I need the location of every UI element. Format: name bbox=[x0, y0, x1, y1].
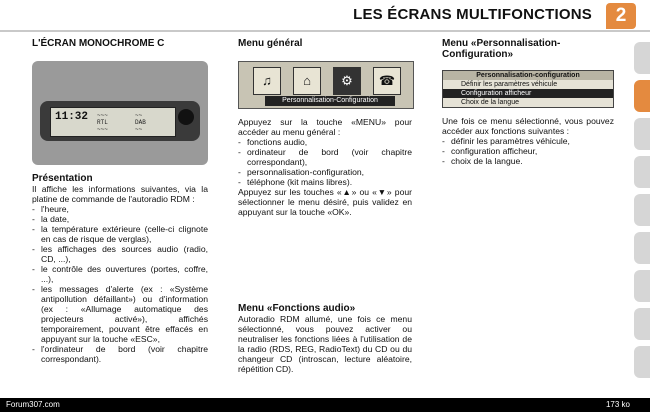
display-knob bbox=[178, 109, 194, 125]
screen-title: Personnalisation-configuration bbox=[443, 71, 613, 80]
personnalisation-list bbox=[442, 136, 614, 166]
audio-menu-text: Autoradio RDM allumé, une fois ce menu sélectionné, vous pouvez activer ou neutraliser les fonctions liées à l'utilisation de la radio (RDS, REG, RadioText) du CD ou du changeur CD (introscan, lecture aléatoire, répétition CD). bbox=[238, 314, 412, 374]
menu-general-list bbox=[238, 137, 412, 187]
personnalisation-heading: Menu «Personnalisation-Configuration» bbox=[442, 38, 561, 60]
audio-icon: ♫ bbox=[253, 67, 281, 95]
menu-general-screen bbox=[238, 61, 414, 109]
display-info-left: ~~~ RTL ~~~ bbox=[97, 112, 108, 133]
list-item: - téléphone (kit mains libres). bbox=[238, 177, 412, 187]
list-item: - personnalisation-configuration, bbox=[238, 167, 412, 177]
list-item: - choix de la langue. bbox=[442, 156, 614, 166]
list-item: - la température extérieure (celle-ci clignote en cas de risque de verglas), bbox=[32, 224, 208, 244]
column-menu-general bbox=[238, 38, 412, 374]
chapter-tab-active[interactable] bbox=[634, 80, 650, 112]
audio-menu-heading: Menu «Fonctions audio» bbox=[238, 303, 356, 314]
screen-row: Définir les paramètres véhicule bbox=[461, 81, 558, 88]
personnalisation-intro: Une fois ce menu sélectionné, vous pouvez accéder aux fonctions suivantes : bbox=[442, 116, 614, 136]
list-item: - les affichages des sources audio (radio, CD, ...), bbox=[32, 244, 208, 264]
phone-icon: ☎ bbox=[373, 67, 401, 95]
column-personnalisation bbox=[442, 38, 614, 166]
list-item: - la date, bbox=[32, 214, 208, 224]
presentation-list bbox=[32, 204, 208, 364]
chapter-badge: 2 bbox=[606, 3, 636, 29]
menu-general-heading: Menu général bbox=[238, 38, 303, 49]
screen-row-selected: Configuration afficheur bbox=[443, 89, 613, 98]
menu-icons bbox=[253, 67, 403, 93]
list-item: - configuration afficheur, bbox=[442, 146, 614, 156]
display-screen bbox=[50, 107, 176, 137]
chapter-tab[interactable] bbox=[634, 194, 650, 226]
footer-source: Forum307.com bbox=[6, 400, 60, 409]
chapter-tab[interactable] bbox=[634, 42, 650, 74]
footer-bar bbox=[0, 398, 650, 412]
monochrome-heading: L'ÉCRAN MONOCHROME C bbox=[32, 38, 165, 49]
trip-computer-icon: ⌂ bbox=[293, 67, 321, 95]
header-divider bbox=[0, 30, 650, 32]
settings-icon: ⚙ bbox=[333, 67, 361, 95]
menu-general-intro: Appuyez sur la touche «MENU» pour accéder au menu général : bbox=[238, 117, 412, 137]
list-item: - ordinateur de bord (voir chapitre correspondant), bbox=[238, 147, 412, 167]
list-item: - les messages d'alerte (ex : «Système antipollution défaillant») ou d'information (ex : «Allumage automatique des projecteurs activé»), affichés temporairement, pouvant être effacés en appuyant sur la touche «ESC», bbox=[32, 284, 208, 344]
chapter-tab[interactable] bbox=[634, 232, 650, 264]
chapter-tab[interactable] bbox=[634, 346, 650, 378]
list-item: - définir les paramètres véhicule, bbox=[442, 136, 614, 146]
chapter-tab[interactable] bbox=[634, 118, 650, 150]
menu-general-instructions: Appuyez sur les touches «▲» ou «▼» pour sélectionner le menu désiré, puis validez en appuyant sur la touche «OK». bbox=[238, 187, 412, 217]
chapter-tab[interactable] bbox=[634, 156, 650, 188]
list-item: - l'ordinateur de bord (voir chapitre correspondant). bbox=[32, 344, 208, 364]
list-item: - l'heure, bbox=[32, 204, 208, 214]
display-info-right: ~~ DAB ~~ bbox=[135, 112, 146, 133]
page-title: LES ÉCRANS MULTIFONCTIONS bbox=[353, 6, 592, 23]
chapter-tab[interactable] bbox=[634, 308, 650, 340]
menu-selection-label: Personnalisation-Configuration bbox=[265, 96, 395, 106]
display-time: 11:32 bbox=[55, 111, 89, 123]
personnalisation-screen bbox=[442, 70, 614, 108]
list-item: - fonctions audio, bbox=[238, 137, 412, 147]
monochrome-display-photo bbox=[32, 61, 208, 165]
chapter-tab[interactable] bbox=[634, 270, 650, 302]
presentation-heading: Présentation bbox=[32, 173, 93, 184]
footer-size: 173 ko bbox=[605, 400, 630, 409]
presentation-intro: Il affiche les informations suivantes, via la platine de commande de l'autoradio RDM : bbox=[32, 184, 208, 204]
list-item: - le contrôle des ouvertures (portes, coffre, ...), bbox=[32, 264, 208, 284]
screen-row: Choix de la langue bbox=[461, 99, 519, 106]
column-monochrome bbox=[32, 38, 208, 364]
